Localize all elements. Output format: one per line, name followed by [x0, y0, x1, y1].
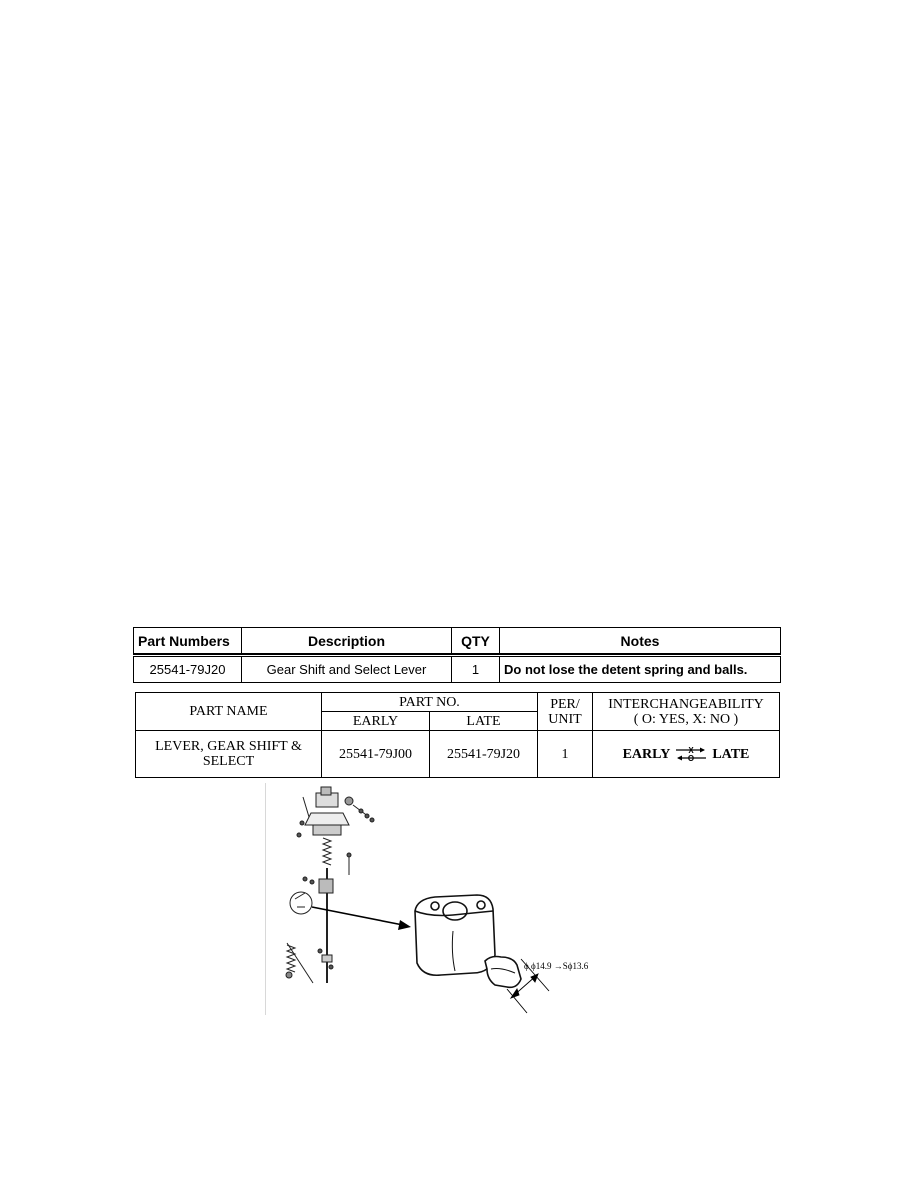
header-qty: QTY [452, 628, 500, 654]
dimension-label: ϕ ϕ14.9 →Sϕ13.6 [524, 961, 589, 971]
interchange-early-label: EARLY [622, 746, 671, 762]
per-unit-cell: 1 [538, 731, 593, 778]
interchangeability-table [135, 692, 780, 778]
table-row [134, 656, 781, 683]
interchangeability-cell [593, 731, 780, 778]
part-number-cell: 25541-79J20 [134, 656, 242, 683]
header-early: EARLY [322, 712, 430, 731]
qty-cell: 1 [452, 656, 500, 683]
early-to-late-mark: X [688, 746, 694, 755]
interchange-arrows-icon [674, 746, 708, 762]
late-part-cell: 25541-79J20 [430, 731, 538, 778]
interchange-late-label: LATE [712, 746, 750, 762]
header-interchangeability [593, 693, 780, 731]
header-description: Description [242, 628, 452, 654]
header-per-unit: PER/ UNIT [538, 693, 593, 731]
table-row [136, 731, 780, 778]
part-numbers-header-row [134, 628, 781, 654]
header-notes: Notes [500, 628, 781, 654]
interchangeability-title: INTERCHANGEABILITY [608, 696, 764, 712]
header-late: LATE [430, 712, 538, 731]
part-name-cell: LEVER, GEAR SHIFT & SELECT [136, 731, 322, 778]
late-to-early-mark: O [688, 754, 695, 762]
early-part-cell: 25541-79J00 [322, 731, 430, 778]
interchangeability-legend: ( O: YES, X: NO ) [633, 711, 739, 727]
header-part-no: PART NO. [322, 693, 538, 712]
header-part-numbers: Part Numbers [134, 628, 242, 654]
description-cell: Gear Shift and Select Lever [242, 656, 452, 683]
notes-cell: Do not lose the detent spring and balls. [500, 656, 781, 683]
header-part-name: PART NAME [136, 693, 322, 731]
lever-exploded-diagram [265, 783, 605, 1015]
part-numbers-table [133, 627, 781, 683]
